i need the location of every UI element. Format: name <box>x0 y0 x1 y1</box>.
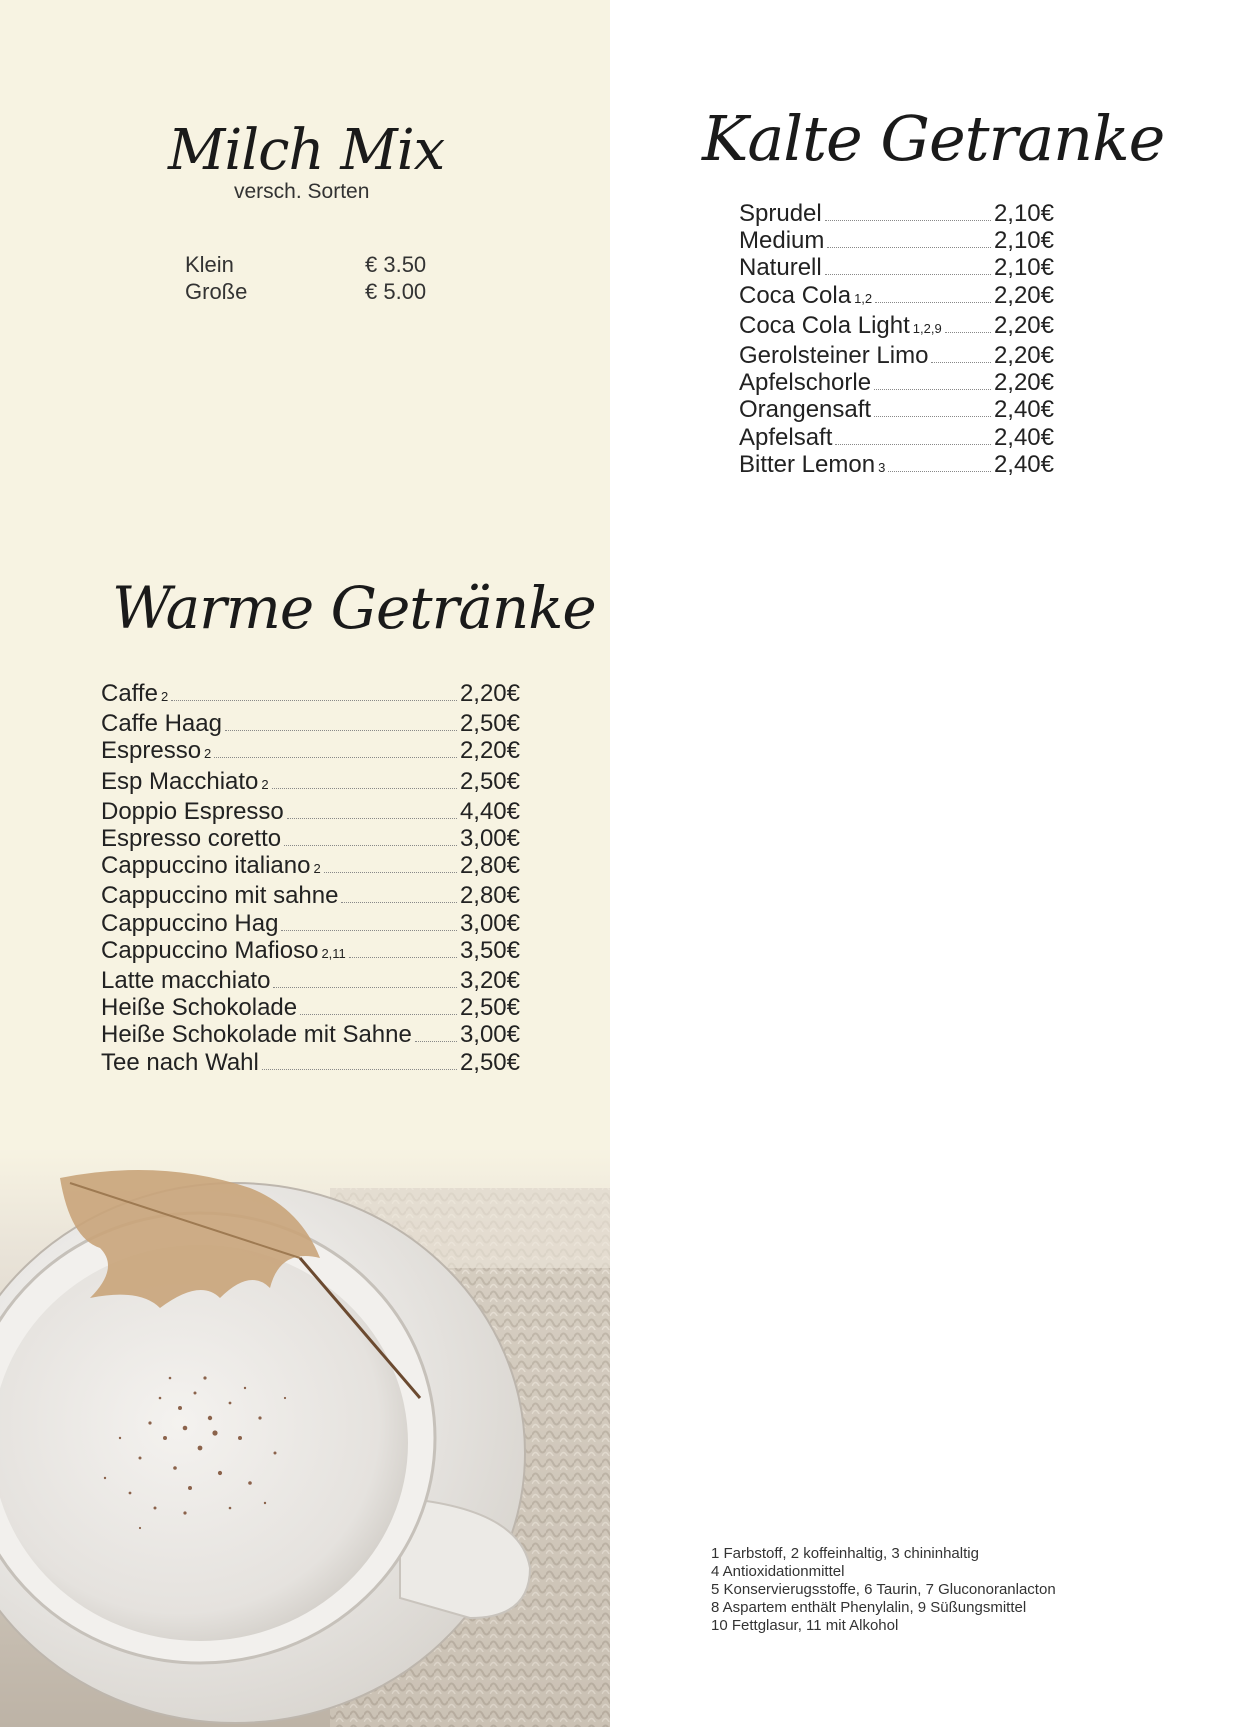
menu-item <box>101 967 520 994</box>
dot-leader <box>415 1040 457 1042</box>
menu-item <box>739 396 1054 423</box>
size-price: € 3.50 <box>365 252 427 277</box>
item-name: Orangensaft <box>739 396 872 424</box>
menu-item <box>739 227 1054 254</box>
item-name: Apfelschorle <box>739 369 872 397</box>
item-name: Coca Cola Light <box>739 311 910 339</box>
item-price: 3,20€ <box>459 967 520 995</box>
menu-item <box>739 282 1054 312</box>
dot-leader <box>287 817 457 819</box>
dot-leader <box>272 787 457 789</box>
dot-leader <box>825 219 991 221</box>
additive-footnote-ref: 1,2,9 <box>912 320 942 336</box>
item-name: Naturell <box>739 254 822 282</box>
additive-footnote-ref: 2 <box>313 861 321 877</box>
menu-item <box>739 451 1054 481</box>
item-name: Sprudel <box>739 200 822 227</box>
item-name: Bitter Lemon <box>739 450 876 478</box>
menu-item <box>101 825 520 852</box>
footnote-line: 8 Aspartem enthält Phenylalin, 9 Süßungsmittel <box>711 1599 1027 1616</box>
cappuccino-photo <box>0 1148 610 1727</box>
item-name: Latte macchiato <box>101 967 271 995</box>
dot-leader <box>875 301 991 303</box>
milch-mix-size-klein <box>185 252 427 278</box>
menu-item <box>739 424 1054 451</box>
menu-item <box>101 1049 520 1076</box>
item-price: 2,20€ <box>993 281 1054 309</box>
item-price: 2,80€ <box>459 852 520 880</box>
item-name: Heiße Schokolade mit Sahne <box>101 1021 412 1049</box>
item-price: 3,50€ <box>459 936 520 964</box>
item-name: Cappuccino italiano <box>101 852 311 880</box>
dot-leader <box>931 361 991 363</box>
dot-leader <box>273 986 457 988</box>
item-price: 2,10€ <box>993 227 1054 255</box>
additive-footnote-ref: 2 <box>261 776 269 792</box>
warme-getraenke-list <box>101 680 520 1076</box>
item-price: 2,40€ <box>993 396 1054 424</box>
dot-leader <box>341 901 456 903</box>
dot-leader <box>827 246 991 248</box>
item-name: Cappuccino Hag <box>101 909 279 937</box>
item-price: 3,00€ <box>459 909 520 937</box>
additive-footnote-ref: 3 <box>878 459 886 475</box>
dot-leader <box>874 415 991 417</box>
item-price: 3,00€ <box>459 825 520 853</box>
dot-leader <box>284 844 457 846</box>
item-name: Caffe <box>101 680 158 707</box>
menu-item <box>101 937 520 967</box>
menu-item <box>101 768 520 798</box>
item-price: 2,20€ <box>993 311 1054 339</box>
item-name: Cappuccino Mafioso <box>101 936 319 964</box>
item-name: Caffe Haag <box>101 710 222 738</box>
item-name: Coca Cola <box>739 281 852 309</box>
additive-footnote-ref: 2 <box>204 746 212 762</box>
menu-item <box>101 1021 520 1048</box>
size-price: € 5.00 <box>365 279 427 304</box>
menu-item <box>101 737 520 767</box>
item-price: 2,80€ <box>459 882 520 910</box>
milch-mix-title: Milch Mix <box>168 118 445 183</box>
menu-item <box>739 200 1054 227</box>
dot-leader <box>300 1013 457 1015</box>
dot-leader <box>888 470 991 472</box>
item-price: 2,50€ <box>459 1048 520 1076</box>
menu-item <box>101 852 520 882</box>
dot-leader <box>349 956 457 958</box>
menu-item <box>739 254 1054 281</box>
menu-item <box>739 312 1054 342</box>
footnote-line: 1 Farbstoff, 2 koffeinhaltig, 3 chininhaltig <box>711 1545 979 1562</box>
footnote-line: 5 Konservierugsstoffe, 6 Taurin, 7 Gluconoranlacton <box>711 1581 1056 1598</box>
menu-item <box>101 680 520 710</box>
menu-item <box>101 798 520 825</box>
item-name: Gerolsteiner Limo <box>739 342 929 370</box>
menu-item <box>101 882 520 909</box>
item-name: Medium <box>739 227 825 255</box>
item-price: 2,20€ <box>993 342 1054 370</box>
dot-leader <box>874 388 991 390</box>
footnote-line: 4 Antioxidationmittel <box>711 1563 845 1580</box>
allergen-footnotes <box>711 1545 1056 1635</box>
kalte-getraenke-list <box>739 200 1054 481</box>
dot-leader <box>945 331 991 333</box>
size-label: Klein <box>185 252 234 277</box>
dot-leader <box>214 756 457 758</box>
item-price: 2,20€ <box>459 737 520 765</box>
size-label: Große <box>185 279 248 304</box>
footnote-line: 10 Fettglasur, 11 mit Alkohol <box>711 1617 899 1634</box>
additive-footnote-ref: 2,11 <box>321 945 346 961</box>
item-price: 2,50€ <box>459 994 520 1022</box>
item-price: 4,40€ <box>459 797 520 825</box>
item-name: Cappuccino mit sahne <box>101 882 339 910</box>
item-price: 3,00€ <box>459 1021 520 1049</box>
item-price: 2,40€ <box>993 450 1054 478</box>
additive-footnote-ref: 2 <box>160 689 169 704</box>
dot-leader <box>262 1068 457 1070</box>
menu-item <box>101 910 520 937</box>
menu-item <box>101 710 520 737</box>
item-name: Espresso <box>101 737 202 765</box>
item-name: Heiße Schokolade <box>101 994 298 1022</box>
additive-footnote-ref: 1,2 <box>854 290 873 306</box>
dot-leader <box>835 443 991 445</box>
item-price: 2,20€ <box>993 369 1054 397</box>
dot-leader <box>825 273 991 275</box>
milch-mix-subtitle: versch. Sorten <box>234 180 370 203</box>
item-name: Doppio Espresso <box>101 797 284 825</box>
item-price: 2,20€ <box>459 680 520 707</box>
menu-item <box>739 369 1054 396</box>
item-name: Esp Macchiato <box>101 767 259 795</box>
item-name: Espresso coretto <box>101 825 282 853</box>
item-price: 2,50€ <box>459 710 520 738</box>
dot-leader <box>324 871 457 873</box>
dot-leader <box>281 929 456 931</box>
dot-leader <box>171 699 457 701</box>
item-price: 2,10€ <box>993 254 1054 282</box>
menu-item <box>101 994 520 1021</box>
dot-leader <box>225 729 457 731</box>
item-name: Apfelsaft <box>739 423 833 451</box>
milch-mix-size-gross <box>185 279 427 305</box>
warme-getraenke-title: Warme Getränke <box>112 574 596 642</box>
kalte-getraenke-title: Kalte Getranke <box>702 102 1165 175</box>
item-name: Tee nach Wahl <box>101 1048 259 1076</box>
item-price: 2,40€ <box>993 423 1054 451</box>
item-price: 2,50€ <box>459 767 520 795</box>
menu-item <box>739 342 1054 369</box>
item-price: 2,10€ <box>993 200 1054 227</box>
